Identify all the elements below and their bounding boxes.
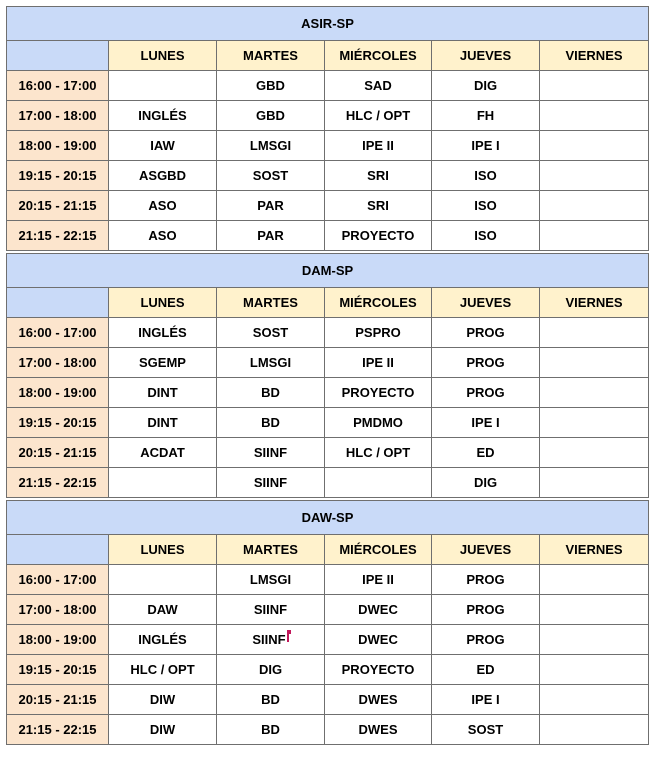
schedule-cell[interactable]: DWES: [325, 715, 432, 745]
schedule-cell[interactable]: INGLÉS: [109, 318, 217, 348]
schedule-cell[interactable]: ASGBD: [109, 161, 217, 191]
day-header-monday: LUNES: [109, 535, 217, 565]
schedule-title: DAW-SP: [7, 501, 649, 535]
schedule-cell[interactable]: ASO: [109, 191, 217, 221]
schedule-cell[interactable]: SOST: [432, 715, 540, 745]
table-row: [7, 161, 649, 191]
schedule-cell[interactable]: PROG: [432, 348, 540, 378]
header-corner: [7, 288, 109, 318]
day-header-friday: VIERNES: [540, 288, 649, 318]
time-slot: 18:00 - 19:00: [7, 378, 109, 408]
schedule-cell[interactable]: IAW: [109, 131, 217, 161]
schedule-cell[interactable]: [540, 161, 649, 191]
schedule-cell[interactable]: PROG: [432, 318, 540, 348]
schedule-cell[interactable]: [540, 625, 649, 655]
schedule-cell[interactable]: [540, 71, 649, 101]
schedule-cell[interactable]: GBD: [217, 71, 325, 101]
schedule-cell[interactable]: [540, 408, 649, 438]
cell-text: SIINF: [252, 632, 286, 647]
day-header-tuesday: MARTES: [217, 41, 325, 71]
schedule-cell[interactable]: [540, 221, 649, 251]
time-slot: 18:00 - 19:00: [7, 625, 109, 655]
time-slot: 21:15 - 22:15: [7, 221, 109, 251]
schedule-cell[interactable]: LMSGI: [217, 348, 325, 378]
schedule-cell[interactable]: ISO: [432, 221, 540, 251]
time-slot: 19:15 - 20:15: [7, 655, 109, 685]
schedule-cell[interactable]: DIW: [109, 685, 217, 715]
time-slot: 21:15 - 22:15: [7, 715, 109, 745]
table-row: [7, 221, 649, 251]
schedule-cell[interactable]: [540, 468, 649, 498]
schedule-cell[interactable]: SGEMP: [109, 348, 217, 378]
schedule-cell[interactable]: DIG: [217, 655, 325, 685]
time-slot: 19:15 - 20:15: [7, 408, 109, 438]
schedule-cell[interactable]: [540, 348, 649, 378]
schedule-cell[interactable]: LMSGI: [217, 565, 325, 595]
schedule-cell[interactable]: DIW: [109, 715, 217, 745]
time-slot: 21:15 - 22:15: [7, 468, 109, 498]
schedule-cell[interactable]: PSPRO: [325, 318, 432, 348]
schedule-cell[interactable]: IPE II: [325, 348, 432, 378]
schedule-cell[interactable]: SOST: [217, 318, 325, 348]
schedule-cell[interactable]: [325, 468, 432, 498]
schedule-cell[interactable]: [540, 595, 649, 625]
schedule-cell[interactable]: DIG: [432, 71, 540, 101]
schedule-cell[interactable]: IPE I: [432, 408, 540, 438]
schedule-cell[interactable]: IPE I: [432, 685, 540, 715]
schedule-cell[interactable]: [540, 438, 649, 468]
schedule-cell[interactable]: DWEC: [325, 595, 432, 625]
schedule-cell[interactable]: HLC / OPT: [109, 655, 217, 685]
table-row: [7, 191, 649, 221]
schedule-cell[interactable]: [540, 191, 649, 221]
schedule-cell[interactable]: ASO: [109, 221, 217, 251]
schedule-cell[interactable]: SRI: [325, 191, 432, 221]
time-slot: 17:00 - 18:00: [7, 595, 109, 625]
schedule-cell[interactable]: ACDAT: [109, 438, 217, 468]
schedule-cell[interactable]: LMSGI: [217, 131, 325, 161]
table-row: [7, 468, 649, 498]
comment-marker-icon[interactable]: [287, 630, 289, 642]
table-row: [7, 408, 649, 438]
schedule-cell[interactable]: PROG: [432, 595, 540, 625]
schedule-cell[interactable]: SIINF: [217, 468, 325, 498]
schedule-cell[interactable]: HLC / OPT: [325, 438, 432, 468]
schedule-cell[interactable]: DWEC: [325, 625, 432, 655]
table-row: [7, 715, 649, 745]
time-slot: 20:15 - 21:15: [7, 191, 109, 221]
table-row: [7, 685, 649, 715]
schedule-cell[interactable]: [540, 565, 649, 595]
day-header-monday: LUNES: [109, 41, 217, 71]
day-header-thursday: JUEVES: [432, 41, 540, 71]
day-header-wednesday: MIÉRCOLES: [325, 288, 432, 318]
schedule-cell[interactable]: [540, 131, 649, 161]
schedule-cell[interactable]: [109, 468, 217, 498]
schedule-cell[interactable]: DINT: [109, 408, 217, 438]
table-row: [7, 565, 649, 595]
schedule-cell[interactable]: [540, 318, 649, 348]
time-slot: 17:00 - 18:00: [7, 348, 109, 378]
schedule-cell[interactable]: IPE II: [325, 131, 432, 161]
table-row: [7, 131, 649, 161]
schedule-cell[interactable]: SIINF: [217, 595, 325, 625]
schedule-table-dam: [6, 253, 649, 498]
schedule-table-daw: [6, 500, 649, 745]
schedule-cell[interactable]: BD: [217, 715, 325, 745]
schedule-cell[interactable]: SIINF: [217, 438, 325, 468]
day-header-friday: VIERNES: [540, 535, 649, 565]
schedule-cell[interactable]: ISO: [432, 191, 540, 221]
schedule-cell[interactable]: PROG: [432, 565, 540, 595]
time-slot: 20:15 - 21:15: [7, 438, 109, 468]
time-slot: 18:00 - 19:00: [7, 131, 109, 161]
table-row: [7, 71, 649, 101]
schedule-title: ASIR-SP: [7, 7, 649, 41]
schedule-cell[interactable]: ED: [432, 655, 540, 685]
day-header-thursday: JUEVES: [432, 535, 540, 565]
schedule-cell[interactable]: FH: [432, 101, 540, 131]
schedule-cell[interactable]: ISO: [432, 161, 540, 191]
schedule-cell[interactable]: INGLÉS: [109, 625, 217, 655]
table-row: [7, 438, 649, 468]
schedule-container: [6, 6, 648, 745]
schedule-cell[interactable]: SOST: [217, 161, 325, 191]
schedule-cell[interactable]: DIG: [432, 468, 540, 498]
table-row: [7, 318, 649, 348]
schedule-cell[interactable]: BD: [217, 378, 325, 408]
table-row: [7, 655, 649, 685]
schedule-cell[interactable]: [540, 655, 649, 685]
schedule-cell[interactable]: DINT: [109, 378, 217, 408]
time-slot: 19:15 - 20:15: [7, 161, 109, 191]
schedule-title: DAM-SP: [7, 254, 649, 288]
schedule-cell-with-comment[interactable]: [217, 625, 325, 655]
schedule-cell[interactable]: PMDMO: [325, 408, 432, 438]
schedule-cell[interactable]: PROG: [432, 378, 540, 408]
table-row: [7, 378, 649, 408]
time-slot: 16:00 - 17:00: [7, 71, 109, 101]
time-slot: 17:00 - 18:00: [7, 101, 109, 131]
header-corner: [7, 41, 109, 71]
schedule-cell[interactable]: [109, 71, 217, 101]
schedule-cell[interactable]: [540, 685, 649, 715]
day-header-tuesday: MARTES: [217, 288, 325, 318]
schedule-cell[interactable]: PROYECTO: [325, 221, 432, 251]
schedule-cell[interactable]: IPE II: [325, 565, 432, 595]
table-row: [7, 625, 649, 655]
schedule-cell[interactable]: [540, 378, 649, 408]
schedule-cell[interactable]: [109, 565, 217, 595]
table-row: [7, 101, 649, 131]
day-header-friday: VIERNES: [540, 41, 649, 71]
table-row: [7, 348, 649, 378]
schedule-table-asir: [6, 6, 649, 251]
schedule-cell[interactable]: [540, 101, 649, 131]
schedule-cell[interactable]: ED: [432, 438, 540, 468]
schedule-cell[interactable]: GBD: [217, 101, 325, 131]
schedule-cell[interactable]: PAR: [217, 191, 325, 221]
schedule-cell[interactable]: BD: [217, 685, 325, 715]
day-header-tuesday: MARTES: [217, 535, 325, 565]
schedule-cell[interactable]: DWES: [325, 685, 432, 715]
schedule-cell[interactable]: INGLÉS: [109, 101, 217, 131]
day-header-wednesday: MIÉRCOLES: [325, 41, 432, 71]
schedule-cell[interactable]: IPE I: [432, 131, 540, 161]
schedule-cell[interactable]: SAD: [325, 71, 432, 101]
time-slot: 20:15 - 21:15: [7, 685, 109, 715]
time-slot: 16:00 - 17:00: [7, 565, 109, 595]
schedule-cell[interactable]: PAR: [217, 221, 325, 251]
time-slot: 16:00 - 17:00: [7, 318, 109, 348]
schedule-cell[interactable]: [540, 715, 649, 745]
schedule-cell[interactable]: HLC / OPT: [325, 101, 432, 131]
schedule-cell[interactable]: PROYECTO: [325, 655, 432, 685]
day-header-thursday: JUEVES: [432, 288, 540, 318]
day-header-monday: LUNES: [109, 288, 217, 318]
schedule-cell[interactable]: DAW: [109, 595, 217, 625]
schedule-cell[interactable]: PROG: [432, 625, 540, 655]
schedule-cell[interactable]: BD: [217, 408, 325, 438]
table-row: [7, 595, 649, 625]
header-corner: [7, 535, 109, 565]
schedule-cell[interactable]: SRI: [325, 161, 432, 191]
schedule-cell[interactable]: PROYECTO: [325, 378, 432, 408]
day-header-wednesday: MIÉRCOLES: [325, 535, 432, 565]
